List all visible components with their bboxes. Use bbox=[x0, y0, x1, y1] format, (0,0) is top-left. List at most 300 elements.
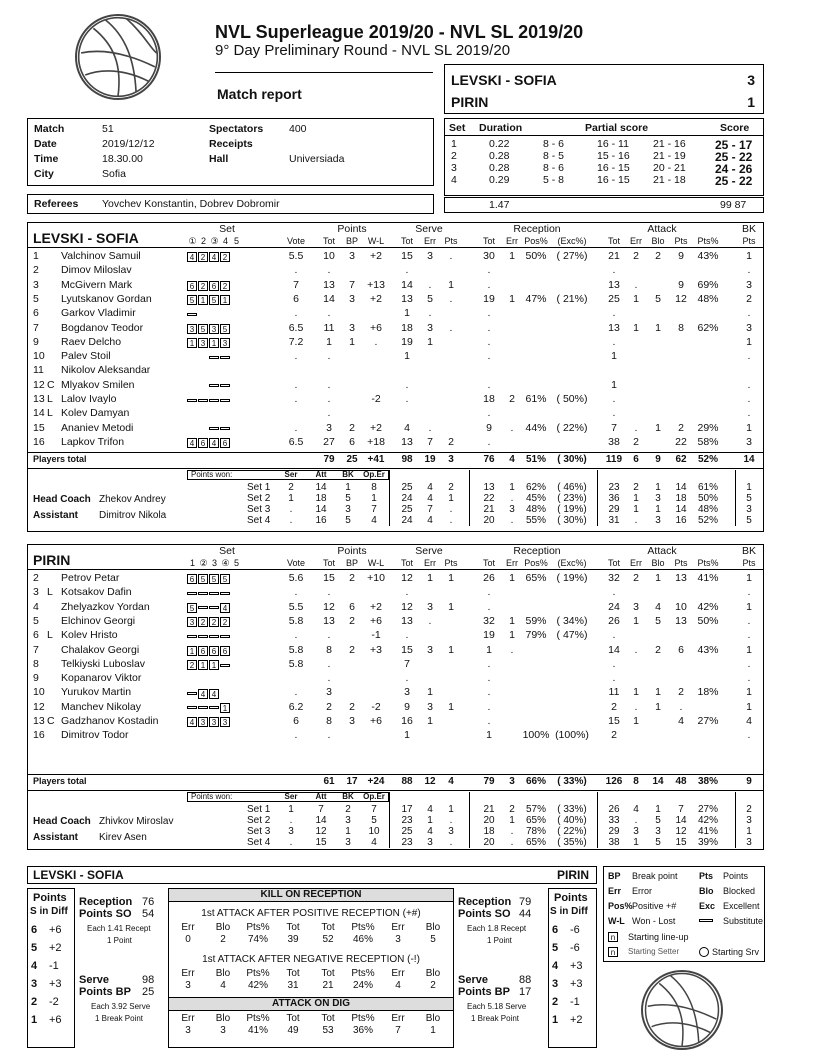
summary-stat: Pts% bbox=[351, 1013, 375, 1024]
set-stat-s_pts: 1 bbox=[448, 804, 454, 815]
stat-a_ptsp: 69% bbox=[697, 278, 719, 291]
set-stat-a_blo: 3 bbox=[655, 515, 661, 526]
player-name: Lyutskanov Gordan bbox=[61, 292, 152, 305]
player-row bbox=[27, 436, 764, 450]
subheader-tot: Tot bbox=[400, 558, 413, 568]
stat-a_pts: 9 bbox=[678, 278, 684, 291]
set-position: 5 bbox=[198, 574, 208, 584]
subheader-vote: Vote bbox=[286, 236, 306, 246]
total-a_err: 6 bbox=[633, 454, 639, 465]
stat-p_tot: 11 bbox=[323, 321, 335, 334]
player-row bbox=[27, 686, 764, 700]
set-label: Set 4 bbox=[247, 515, 271, 526]
stat-s_pts: 1 bbox=[448, 700, 454, 713]
stat-bk: . bbox=[747, 393, 751, 405]
stat-bk: . bbox=[747, 657, 751, 670]
set-stat-r_err: 1 bbox=[509, 482, 515, 493]
summary-stat: Blo bbox=[215, 922, 231, 933]
summary-away-name: PIRIN bbox=[556, 868, 589, 882]
summary-stat: 49 bbox=[287, 1025, 299, 1036]
stat-r_exc: ( 34%) bbox=[556, 614, 588, 627]
set-row-p1: 8 - 6 bbox=[543, 138, 565, 150]
total-a_tot: 119 bbox=[605, 454, 623, 465]
player-row bbox=[27, 729, 764, 743]
stat-vote: 5.8 bbox=[288, 643, 304, 656]
substitute-mark bbox=[187, 692, 197, 695]
set-number: ④ bbox=[221, 558, 230, 568]
set-ser: 2 bbox=[288, 482, 294, 493]
hall-label: Hall bbox=[209, 153, 229, 165]
stat-a_err: 3 bbox=[633, 600, 639, 613]
player-row bbox=[27, 701, 764, 715]
stat-p_tot: . bbox=[327, 657, 331, 670]
set-stat-a_ptsp: 39% bbox=[697, 837, 718, 848]
set-position: 6 bbox=[209, 281, 219, 291]
stat-bk: 1 bbox=[746, 700, 752, 713]
player-row bbox=[27, 572, 764, 586]
substitute-mark bbox=[209, 635, 219, 638]
stat-a_pts: 4 bbox=[678, 715, 684, 727]
stat-a_tot: . bbox=[612, 629, 616, 642]
substitute-mark bbox=[220, 399, 230, 402]
player-number: 2 bbox=[33, 264, 39, 277]
rotation-number: 2 bbox=[552, 996, 559, 1008]
stat-s_err: 3 bbox=[427, 250, 433, 262]
set-stat-r_pos: 48% bbox=[525, 504, 546, 515]
set-stat-r_exc: ( 22%) bbox=[557, 826, 587, 837]
away-points-bp-value: 17 bbox=[519, 986, 532, 998]
legend-value: Points bbox=[723, 871, 749, 881]
subheader-err: Err bbox=[630, 236, 642, 246]
assistant-label: Assistant bbox=[33, 832, 79, 843]
rotation-diff: -2 bbox=[49, 996, 59, 1008]
total-p_tot: 61 bbox=[323, 776, 335, 787]
stat-r_exc: ( 27%) bbox=[556, 250, 588, 262]
total-r_pos: 51% bbox=[525, 454, 546, 465]
away-rotation-points-label: Points bbox=[554, 892, 588, 904]
match-report-label: Match report bbox=[217, 86, 302, 102]
set-stat-bk: 1 bbox=[746, 826, 752, 837]
stat-s_err: . bbox=[428, 614, 432, 627]
pw-header-ser: Ser bbox=[284, 792, 298, 801]
player-sets bbox=[187, 716, 257, 728]
player-number: 6 bbox=[33, 307, 39, 320]
player-number: 16 bbox=[33, 435, 45, 448]
summary-stat: Tot bbox=[321, 968, 335, 979]
points-won-label: Points won: bbox=[191, 792, 233, 801]
set-stat-a_pts: 15 bbox=[675, 837, 687, 848]
away-sets-won: 1 bbox=[747, 94, 755, 110]
summary-stat: 52 bbox=[322, 934, 334, 945]
set-stat-r_err: 2 bbox=[509, 804, 515, 815]
assistant-label: Assistant bbox=[33, 510, 79, 521]
stat-s_err: 3 bbox=[427, 700, 433, 713]
rotation-diff: -6 bbox=[570, 924, 580, 936]
player-name: Kotsakov Dafin bbox=[61, 586, 132, 599]
set-stat-r_pos: 65% bbox=[525, 837, 546, 848]
home-serve-note: Each 3.92 Serve bbox=[91, 1002, 151, 1011]
stat-p_wl: +3 bbox=[370, 643, 382, 656]
set-stat-r_pos: 55% bbox=[525, 515, 546, 526]
head-coach-name: Zhivkov Miroslav bbox=[99, 816, 174, 827]
stat-a_blo: 1 bbox=[655, 421, 661, 434]
stat-s_err: . bbox=[428, 307, 432, 320]
stat-r_tot: 30 bbox=[483, 250, 495, 262]
stat-r_tot: 19 bbox=[483, 292, 495, 305]
set-position: 6 bbox=[198, 438, 208, 448]
set-stat-a_ptsp: 61% bbox=[697, 482, 718, 493]
set-ser: 1 bbox=[288, 804, 294, 815]
subheader-tot: Tot bbox=[322, 558, 335, 568]
player-number: 8 bbox=[33, 657, 39, 670]
set-position: 2 bbox=[220, 617, 230, 627]
rotation-number: 4 bbox=[31, 960, 38, 972]
player-row bbox=[27, 250, 764, 264]
stat-vote: . bbox=[294, 629, 298, 642]
set-stat-a_pts: 14 bbox=[675, 482, 687, 493]
stat-bk: . bbox=[747, 264, 751, 277]
attack-on-dig-title: ATTACK ON DIG bbox=[272, 998, 350, 1009]
stat-r_exc: ( 50%) bbox=[556, 393, 588, 405]
player-sets bbox=[187, 659, 257, 671]
player-row bbox=[27, 586, 764, 600]
stat-r_pos: 65% bbox=[525, 572, 547, 584]
header-points: Points bbox=[337, 223, 367, 235]
summary-stat: Pts% bbox=[246, 968, 270, 979]
set-row-p3: 20 - 21 bbox=[653, 162, 686, 174]
summary-stat: 2 bbox=[220, 934, 226, 945]
stat-r_tot: 26 bbox=[483, 572, 495, 584]
stat-p_wl: . bbox=[374, 335, 378, 348]
set-stat-r_err: . bbox=[510, 493, 514, 504]
player-row bbox=[27, 279, 764, 293]
stat-p_tot: 8 bbox=[326, 643, 332, 656]
total-duration: 1.47 bbox=[489, 199, 510, 211]
stat-a_pts: 2 bbox=[678, 421, 684, 434]
summary-stat: Blo bbox=[425, 1013, 441, 1024]
set-label: Set 4 bbox=[247, 837, 271, 848]
set-stat-a_ptsp: 27% bbox=[697, 804, 718, 815]
set-stat-s_pts: . bbox=[449, 515, 453, 526]
set-stat-r_err: 3 bbox=[509, 504, 515, 515]
substitute-mark bbox=[209, 399, 219, 402]
total-points: 99 87 bbox=[720, 199, 747, 211]
set-stat-s_pts: . bbox=[449, 815, 453, 826]
player-sets bbox=[187, 323, 257, 335]
summary-stat: 24% bbox=[352, 980, 373, 991]
stat-bk: . bbox=[747, 629, 751, 642]
rotation-number: 5 bbox=[552, 942, 559, 954]
summary-stat: 3 bbox=[395, 934, 401, 945]
stat-p_wl: +6 bbox=[370, 614, 382, 627]
away-team-stats bbox=[27, 544, 764, 854]
stat-bk: . bbox=[747, 407, 751, 420]
sets-col-score: Score bbox=[720, 122, 750, 134]
stat-a_blo: 4 bbox=[655, 600, 661, 613]
set-ser: 1 bbox=[288, 493, 294, 504]
substitute-mark bbox=[220, 664, 230, 667]
player-sets bbox=[187, 702, 257, 714]
player-name: McGivern Mark bbox=[61, 278, 133, 291]
player-row bbox=[27, 407, 764, 421]
set-position: 3 bbox=[209, 324, 219, 334]
stat-p_wl: +2 bbox=[370, 421, 382, 434]
stat-s_tot: 15 bbox=[401, 250, 413, 262]
stat-a_tot: 13 bbox=[608, 278, 620, 291]
set-row-score: 25 - 22 bbox=[715, 174, 753, 188]
summary-stat: Err bbox=[391, 922, 405, 933]
rotation-number: 5 bbox=[31, 942, 38, 954]
stat-a_tot: . bbox=[612, 586, 616, 599]
stat-vote: . bbox=[294, 264, 298, 277]
time-label: Time bbox=[34, 153, 59, 165]
stat-a_ptsp: 48% bbox=[697, 292, 719, 305]
away-team-name: PIRIN bbox=[451, 94, 489, 110]
stat-r_tot: . bbox=[487, 278, 491, 291]
head-coach-label: Head Coach bbox=[33, 494, 91, 505]
set-position: 2 bbox=[209, 617, 219, 627]
set-stat-s_tot: 25 bbox=[401, 826, 413, 837]
subheader-tot: Tot bbox=[322, 236, 335, 246]
set-stat-a_tot: 38 bbox=[608, 837, 620, 848]
set-stat-bk: 5 bbox=[746, 515, 752, 526]
stat-a_blo: 1 bbox=[655, 686, 661, 699]
sets-col-duration: Duration bbox=[479, 122, 523, 134]
stat-a_tot: . bbox=[612, 307, 616, 320]
player-number: 10 bbox=[33, 350, 45, 363]
stat-r_pos: 79% bbox=[525, 629, 547, 642]
subheader-pos: Pos% bbox=[524, 236, 548, 246]
set-position: 2 bbox=[187, 660, 197, 670]
stat-a_ptsp: 29% bbox=[697, 421, 719, 434]
set-stat-s_tot: 25 bbox=[401, 504, 413, 515]
player-row bbox=[27, 644, 764, 658]
stat-p_tot: 13 bbox=[323, 614, 335, 627]
stat-r_exc: ( 19%) bbox=[556, 572, 588, 584]
total-p_wl: +24 bbox=[367, 776, 385, 787]
stat-p_tot: 15 bbox=[323, 572, 335, 584]
stat-vote: . bbox=[294, 350, 298, 363]
header-set: Set bbox=[219, 223, 235, 235]
home-points-bp-value: 25 bbox=[142, 986, 155, 998]
set-position: 5 bbox=[187, 603, 197, 613]
subheader-vote: Vote bbox=[286, 558, 306, 568]
stat-s_err: 1 bbox=[427, 572, 433, 584]
player-name: Kolev Hristo bbox=[61, 629, 118, 642]
stat-a_err: 1 bbox=[633, 292, 639, 305]
rotation-diff: +2 bbox=[49, 942, 62, 954]
referees-box bbox=[27, 194, 434, 214]
subheader-pts: Pts bbox=[674, 558, 688, 568]
stat-r_tot: 1 bbox=[486, 729, 492, 742]
stat-vote: 6.2 bbox=[288, 700, 304, 713]
legend-key: W-L bbox=[608, 916, 625, 926]
subheader-ptsp: Pts% bbox=[697, 236, 719, 246]
subheader-blo: Blo bbox=[651, 558, 665, 568]
set-row-p2: 16 - 15 bbox=[597, 162, 630, 174]
player-role: C bbox=[47, 378, 55, 391]
set-stat-a_blo: 1 bbox=[655, 804, 661, 815]
set-stat-s_err: 3 bbox=[427, 837, 433, 848]
stat-r_tot: . bbox=[487, 407, 491, 420]
player-name: Lalov Ivaylo bbox=[61, 393, 117, 405]
stat-r_err: . bbox=[510, 421, 514, 434]
player-number: 6 bbox=[33, 629, 39, 642]
summary-stat: Tot bbox=[286, 968, 300, 979]
header-attack: Attack bbox=[647, 223, 677, 235]
player-sets bbox=[187, 423, 257, 435]
legend-box bbox=[603, 866, 765, 962]
player-name: Palev Stoil bbox=[61, 350, 111, 363]
stat-s_err: 1 bbox=[427, 335, 433, 348]
player-sets bbox=[187, 687, 257, 699]
stat-a_tot: . bbox=[612, 672, 616, 685]
set-position: 1 bbox=[209, 338, 219, 348]
stat-p_wl: +2 bbox=[370, 250, 382, 262]
stat-s_tot: 13 bbox=[401, 614, 413, 627]
set-position: 2 bbox=[220, 252, 230, 262]
legend-key: Blo bbox=[699, 886, 714, 896]
legend-key: BP bbox=[608, 871, 621, 881]
stat-a_ptsp: 18% bbox=[697, 686, 719, 699]
summary-stat: Tot bbox=[286, 922, 300, 933]
set-bk: 3 bbox=[345, 504, 351, 515]
set-stat-s_tot: 24 bbox=[401, 493, 413, 504]
stat-r_tot: . bbox=[487, 715, 491, 727]
set-ser: . bbox=[289, 504, 293, 515]
stat-a_tot: 7 bbox=[611, 421, 617, 434]
pw-header-oper: Op.Er bbox=[363, 792, 385, 801]
stat-p_bp: 3 bbox=[349, 321, 355, 334]
substitute-mark bbox=[198, 399, 208, 402]
set-row-score: 24 - 26 bbox=[715, 162, 753, 176]
set-stat-r_tot: 21 bbox=[483, 504, 495, 515]
set-row-p2: 16 - 15 bbox=[597, 174, 630, 186]
stat-r_tot: 32 bbox=[483, 614, 495, 627]
player-sets bbox=[187, 294, 257, 306]
player-number: 4 bbox=[33, 600, 39, 613]
rotation-number: 6 bbox=[552, 924, 559, 936]
set-position: 2 bbox=[220, 281, 230, 291]
stat-s_tot: 13 bbox=[401, 435, 413, 448]
player-name: Zhelyazkov Yordan bbox=[61, 600, 150, 613]
stat-a_tot: 2 bbox=[611, 729, 617, 742]
player-number: 13 bbox=[33, 715, 45, 727]
player-role: L bbox=[47, 393, 53, 405]
stat-bk: 1 bbox=[746, 421, 752, 434]
substitute-mark bbox=[187, 313, 197, 316]
stat-r_pos: 59% bbox=[525, 614, 547, 627]
stat-r_pos: 44% bbox=[525, 421, 547, 434]
stat-bk: . bbox=[747, 350, 751, 363]
set-label: Set 3 bbox=[247, 826, 271, 837]
stat-a_ptsp: 50% bbox=[697, 614, 719, 627]
set-stat-s_pts: . bbox=[449, 504, 453, 515]
set-stat-s_tot: 17 bbox=[401, 804, 413, 815]
stat-a_blo: 2 bbox=[655, 250, 661, 262]
stat-s_tot: 12 bbox=[401, 600, 413, 613]
header-points: Points bbox=[337, 545, 367, 557]
set-stat-r_tot: 21 bbox=[483, 804, 495, 815]
player-number: 15 bbox=[33, 421, 45, 434]
player-name: Kopanarov Viktor bbox=[61, 672, 142, 685]
set-att: 14 bbox=[315, 815, 327, 826]
stat-p_tot: . bbox=[327, 350, 331, 363]
set-row-p1: 5 - 8 bbox=[543, 174, 565, 186]
set-att: 15 bbox=[315, 837, 327, 848]
player-sets bbox=[187, 602, 257, 614]
set-stat-r_exc: ( 33%) bbox=[557, 804, 587, 815]
set-stat-a_tot: 23 bbox=[608, 482, 620, 493]
legend-value: Substitute bbox=[723, 916, 764, 926]
away-recep-note2: 1 Point bbox=[487, 936, 512, 945]
stat-vote: 6 bbox=[293, 715, 299, 727]
stat-s_tot: 15 bbox=[401, 643, 413, 656]
set-att: 14 bbox=[315, 504, 327, 515]
set-stat-r_exc: ( 40%) bbox=[557, 815, 587, 826]
set-oper: 4 bbox=[371, 837, 377, 848]
set-ser: 3 bbox=[288, 826, 294, 837]
subheader-pts: Pts bbox=[444, 236, 458, 246]
player-name: Kolev Damyan bbox=[61, 407, 130, 420]
set-stat-s_err: 1 bbox=[427, 815, 433, 826]
legend-value: Excellent bbox=[723, 901, 760, 911]
negative-reception-title: 1st ATTACK AFTER NEGATIVE RECEPTION (-!) bbox=[202, 954, 420, 965]
set-position: 5 bbox=[209, 574, 219, 584]
set-stat-a_err: 1 bbox=[633, 837, 639, 848]
header-reception: Reception bbox=[513, 545, 561, 557]
volleyball-icon-bottom bbox=[643, 972, 721, 1048]
player-sets bbox=[187, 351, 257, 363]
subheader-bp: BP bbox=[345, 236, 358, 246]
stat-bk: 1 bbox=[746, 600, 752, 613]
player-name: Telkiyski Luboslav bbox=[61, 657, 146, 670]
stat-r_tot: . bbox=[487, 435, 491, 448]
city-label: City bbox=[34, 168, 54, 180]
away-points-so-label: Points SO bbox=[458, 908, 511, 920]
legend-key: Pos% bbox=[608, 901, 633, 911]
legend-value: Break point bbox=[632, 871, 678, 881]
player-name: Elchinov Georgi bbox=[61, 614, 136, 627]
stat-r_tot: . bbox=[487, 657, 491, 670]
total-s_tot: 88 bbox=[401, 776, 413, 787]
away-serve-value: 88 bbox=[519, 974, 532, 986]
positive-reception-title: 1st ATTACK AFTER POSITIVE RECEPTION (+#) bbox=[201, 908, 421, 919]
set-position: 6 bbox=[187, 281, 197, 291]
stat-s_tot: . bbox=[405, 393, 409, 405]
rotation-number: 1 bbox=[31, 1014, 38, 1026]
stat-vote: . bbox=[294, 378, 298, 391]
stat-s_err: 7 bbox=[427, 435, 433, 448]
stat-vote: 7.2 bbox=[288, 335, 304, 348]
stat-vote: . bbox=[294, 586, 298, 599]
set-stat-r_err: . bbox=[510, 837, 514, 848]
legend-value: Won - Lost bbox=[632, 916, 676, 926]
set-position: 6 bbox=[198, 646, 208, 656]
home-points-bp-label: Points BP bbox=[79, 986, 131, 998]
set-bk: 3 bbox=[345, 815, 351, 826]
set-stat-r_exc: ( 23%) bbox=[557, 493, 587, 504]
stat-vote: 5.6 bbox=[288, 572, 304, 584]
subheader-bkpts: Pts bbox=[742, 236, 756, 246]
set-position: 2 bbox=[198, 252, 208, 262]
substitute-mark bbox=[209, 706, 219, 709]
player-number: 2 bbox=[33, 572, 39, 584]
summary-stat: Blo bbox=[215, 968, 231, 979]
stat-a_blo: 1 bbox=[655, 700, 661, 713]
set-stat-s_err: 4 bbox=[427, 826, 433, 837]
set-position: 6 bbox=[220, 438, 230, 448]
